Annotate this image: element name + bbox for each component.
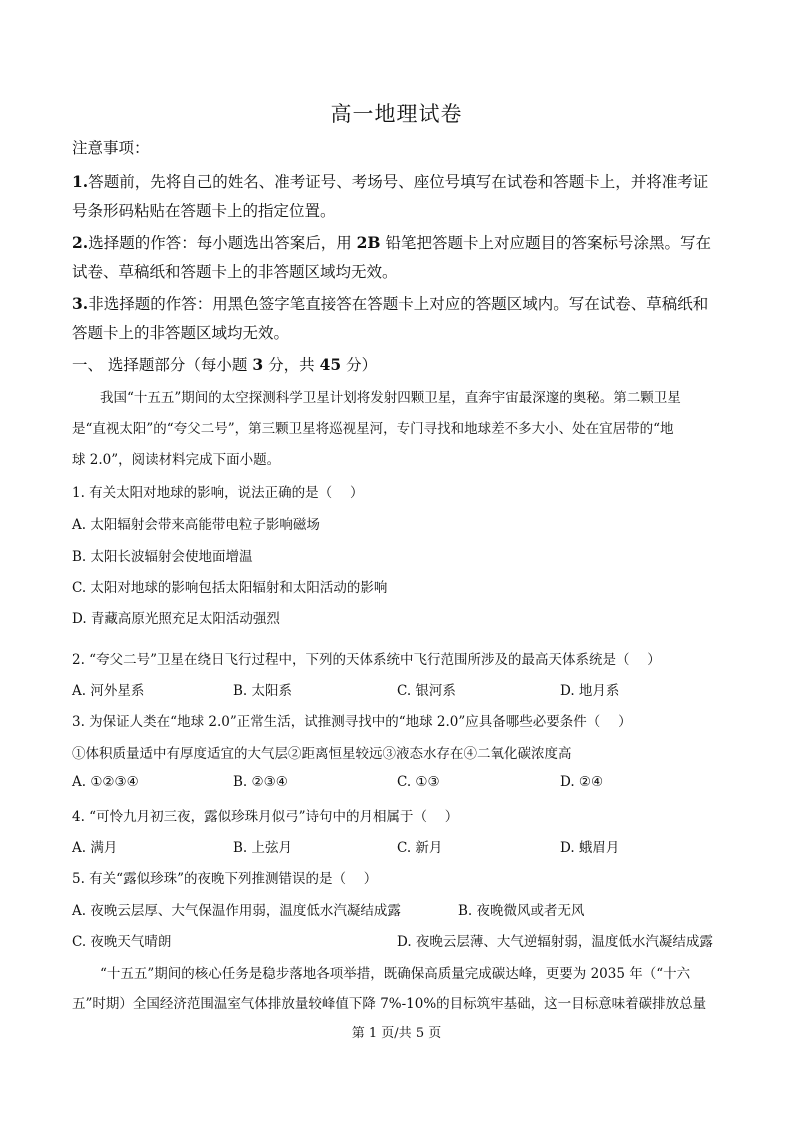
exam-title: 高一地理试卷 xyxy=(330,102,463,126)
question-5-stem: 5. 有关“露似珍珠”的夜晚下列推测错误的是（ ） xyxy=(72,871,378,887)
notice-item-1-line-1: 1.答题前，先将自己的姓名、准考证号、考场号、座位号填写在试卷和答题卡上，并将准考证 xyxy=(72,172,709,191)
section-heading: 一、 选择题部分（每小题 3 分，共 45 分） xyxy=(72,355,378,374)
question-4-stem: 4. “可怜九月初三夜，露似珍珠月似弓”诗句中的月相属于（ ） xyxy=(72,809,459,825)
question-1-option-d: D. 青藏高原光照充足太阳活动强烈 xyxy=(72,611,280,627)
question-2-option-d: D. 地月系 xyxy=(560,683,620,699)
material-1-line-1: 我国“十五五”期间的太空探测科学卫星计划将发射四颗卫星，直奔宇宙最深邃的奥秘。第二颗卫星 xyxy=(100,390,681,406)
question-5-option-c: C. 夜晚天气晴朗 xyxy=(72,934,172,950)
question-2-option-c: C. 银河系 xyxy=(397,683,456,699)
question-2-option-a: A. 河外星系 xyxy=(72,683,145,699)
question-2-option-b: B. 太阳系 xyxy=(233,683,293,699)
notice-item-2-line-2: 试卷、草稿纸和答题卡上的非答题区域均无效。 xyxy=(72,263,398,281)
question-5-option-a: A. 夜晚云层厚、大气保温作用弱，温度低水汽凝结成露 xyxy=(72,903,401,919)
notice-heading: 注意事项： xyxy=(72,139,150,157)
question-1-option-b: B. 太阳长波辐射会使地面增温 xyxy=(72,549,253,565)
question-4-option-d: D. 蛾眉月 xyxy=(560,840,620,856)
material-1-line-3: 球 2.0”，阅读材料完成下面小题。 xyxy=(72,452,281,468)
material-2-line-2: 五”时期）全国经济范围温室气体排放量较峰值下降 7%-10%的目标筑牢基础，这一目标意味着碳排放总量 xyxy=(72,996,707,1012)
notice-item-1-line-2: 号条形码粘贴在答题卡上的指定位置。 xyxy=(72,202,336,220)
notice-item-2-line-1: 2.选择题的作答：每小题选出答案后，用 2B 铅笔把答题卡上对应题目的答案标号涂黑。写在 xyxy=(72,233,711,252)
question-1-option-c: C. 太阳对地球的影响包括太阳辐射和太阳活动的影响 xyxy=(72,580,388,596)
material-1-line-2: 是“直视太阳”的“夸父二号”，第三颗卫星将巡视星河，专门寻找和地球差不多大小、处在宜居带的“地 xyxy=(72,421,674,437)
question-4-option-a: A. 满月 xyxy=(72,840,118,856)
notice-item-3-line-2: 答题卡上的非答题区域均无效。 xyxy=(72,324,290,342)
question-1-option-a: A. 太阳辐射会带来高能带电粒子影响磁场 xyxy=(72,517,320,533)
question-3-stem: 3. 为保证人类在“地球 2.0”正常生活，试推测寻找中的“地球 2.0”应具备哪些必要条件（ ） xyxy=(72,714,632,730)
question-4-option-b: B. 上弦月 xyxy=(233,840,293,856)
question-3-option-d: D. ②④ xyxy=(560,774,604,790)
question-3-option-a: A. ①②③④ xyxy=(72,774,139,790)
page-footer: 第 1 页/共 5 页 xyxy=(351,1026,442,1041)
question-3-conditions: ①体积质量适中有厚度适宜的大气层②距离恒星较远③液态水存在④二氧化碳浓度高 xyxy=(72,746,572,762)
question-3-option-c: C. ①③ xyxy=(397,774,440,790)
question-3-option-b: B. ②③④ xyxy=(233,774,288,790)
notice-item-3-line-1: 3.非选择题的作答：用黑色签字笔直接答在答题卡上对应的答题区域内。写在试卷、草稿纸和 xyxy=(72,294,709,313)
question-5-option-d: D. 夜晚云层薄、大气逆辐射弱，温度低水汽凝结成露 xyxy=(397,934,713,950)
question-2-stem: 2. “夸父二号”卫星在绕日飞行过程中，下列的天体系统中飞行范围所涉及的最高天体系统是（ ） xyxy=(72,652,661,668)
question-1-stem: 1. 有关太阳对地球的影响，说法正确的是（ ） xyxy=(72,485,364,501)
question-5-option-b: B. 夜晚微风或者无风 xyxy=(458,903,585,919)
question-4-option-c: C. 新月 xyxy=(397,840,443,856)
material-2-line-1: “十五五”期间的核心任务是稳步落地各项举措，既确保高质量完成碳达峰，更要为 2035 年（“十六 xyxy=(100,966,691,982)
